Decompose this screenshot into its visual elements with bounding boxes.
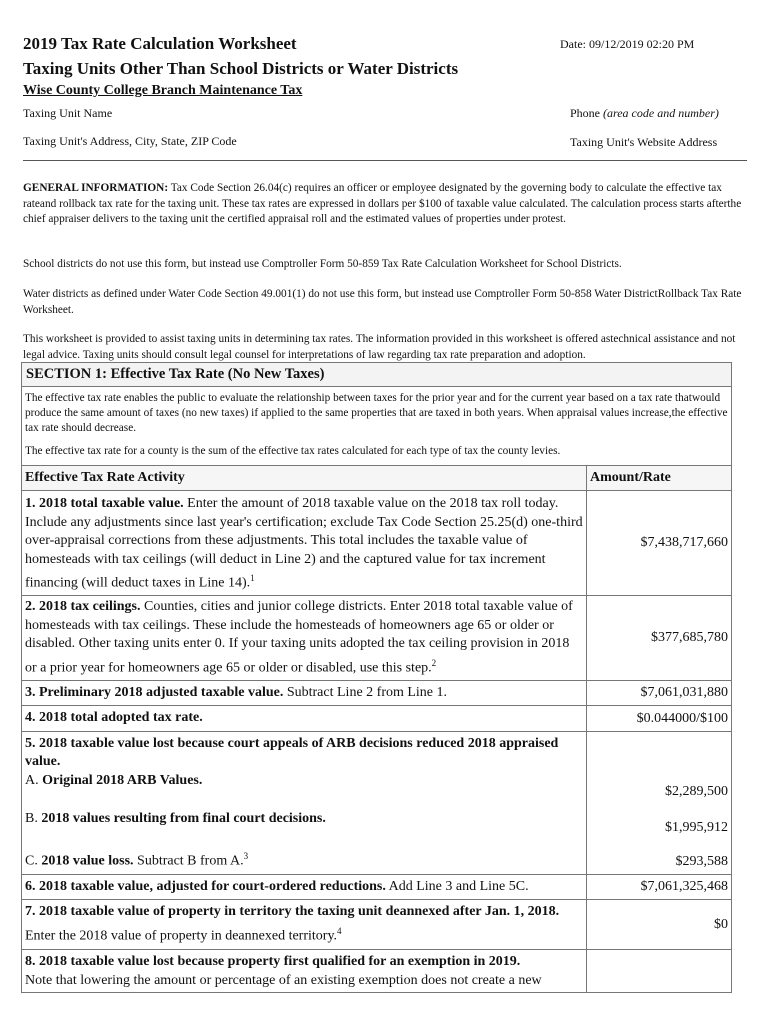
- table-row: [22, 731, 732, 874]
- water-district-note: Water districts as defined under Water Code Section 49.001(1) do not use this form, but instead use Comptroller Form 50-858 Water DistrictRollback Tax Rate Worksheet.: [23, 288, 742, 316]
- line-prefix: B.: [25, 811, 42, 827]
- line-label: 8. 2018 taxable value lost because property first qualified for an exemption in 2019.: [25, 954, 521, 970]
- table-row: [22, 680, 732, 706]
- table-row: [22, 596, 732, 681]
- line-prefix: C.: [25, 853, 42, 869]
- section1-intro-p2: The effective tax rate for a county is the sum of the effective tax rates calculated for each type of tax the county levies.: [25, 445, 561, 457]
- field-label-unit-name: Taxing Unit Name: [23, 106, 113, 120]
- section1-table: [21, 362, 732, 993]
- line-5a: [25, 772, 583, 791]
- line-6-description: [22, 874, 587, 900]
- line-text: Subtract B from A.: [133, 853, 244, 869]
- line-text: Counties, cities and junior college districts. Enter 2018 total taxable value of homesteads with tax ceilings. These include the homesteads of homeowners age 65 or older or disabled. Other taxing units enter 0. If your taxing units adopted the tax ceiling provision in 2018 or a prior year for homeowners age 65 or older or disabled, use this step.: [25, 599, 573, 676]
- table-row: [22, 900, 732, 950]
- line-5-amounts: [587, 731, 732, 874]
- page-title: 2019 Tax Rate Calculation Worksheet: [23, 34, 297, 53]
- line-6-amount: $7,061,325,468: [587, 874, 732, 900]
- footnote-ref: 2: [431, 657, 437, 668]
- field-label-website: Taxing Unit's Website Address: [570, 135, 718, 149]
- line-4-description: [22, 706, 587, 732]
- footnote-ref: 4: [337, 925, 342, 936]
- general-info-paragraph: [23, 181, 745, 228]
- line-1-amount: $7,438,717,660: [587, 491, 732, 596]
- line-5c-amount: $293,588: [675, 853, 728, 869]
- table-row: [22, 874, 732, 900]
- line-4-amount: $0.044000/$100: [587, 706, 732, 732]
- page-subtitle: Taxing Units Other Than School Districts or Water Districts: [23, 59, 459, 78]
- line-8-amount: [587, 950, 732, 993]
- line-label: 2. 2018 tax ceilings.: [25, 599, 141, 615]
- line-5a-amount: $2,289,500: [665, 783, 728, 799]
- line-text: Note that lowering the amount or percentage of an existing exemption does not create a new: [25, 972, 542, 988]
- school-district-note: School districts do not use this form, but instead use Comptroller Form 50-859 Tax Rate Calculation Worksheet for School Districts.: [23, 258, 622, 270]
- header-divider: [23, 160, 747, 161]
- disclaimer-paragraph: This worksheet is provided to assist taxing units in determining tax rates. The information provided in this worksheet is offered astechnical assistance and not legal advice. Taxing units should consult legal counsel for interpretations of law regarding tax rate preparation and adoption.: [23, 333, 736, 361]
- line-text: Subtract Line 2 from Line 1.: [283, 684, 448, 700]
- line-2-description: [22, 596, 587, 681]
- field-label-address: Taxing Unit's Address, City, State, ZIP Code: [23, 134, 237, 148]
- phone-label: Phone: [570, 106, 600, 120]
- section1-title: SECTION 1: Effective Tax Rate (No New Taxes): [22, 363, 732, 387]
- line-label: 4. 2018 total adopted tax rate.: [25, 710, 203, 726]
- table-row: [22, 706, 732, 732]
- line-label: 3. Preliminary 2018 adjusted taxable value.: [25, 684, 284, 700]
- footnote-ref: 1: [250, 573, 255, 583]
- line-7-description: [22, 900, 587, 950]
- column-header-activity: Effective Tax Rate Activity: [22, 466, 587, 491]
- line-5b-amount: $1,995,912: [665, 819, 728, 835]
- line-5b: [25, 810, 583, 829]
- line-5c: [25, 847, 583, 871]
- line-prefix: A.: [25, 772, 43, 788]
- taxing-unit-name: Wise County College Branch Maintenance Tax: [23, 83, 303, 98]
- line-8-description: [22, 950, 587, 993]
- general-info-text: Tax Code Section 26.04(c) requires an officer or employee designated by the governing body to calculate the effective tax rateand rollback tax rate for the taxing unit. These tax rates are expressed in dollars per $100 of taxable value calculated. The calculation process starts afterthe chief appraiser delivers to the taxing unit the certified appraisal roll and the estimated values of properties under protest.: [23, 182, 742, 225]
- section1-intro: [22, 387, 732, 466]
- footnote-ref: 3: [243, 850, 249, 861]
- line-label: Original 2018 ARB Values.: [42, 772, 203, 788]
- line-1-description: [22, 491, 587, 596]
- phone-hint: (area code and number): [603, 106, 719, 120]
- general-info-label: GENERAL INFORMATION:: [23, 182, 169, 194]
- line-label: 6. 2018 taxable value, adjusted for court-ordered reductions.: [25, 878, 386, 894]
- line-label: 2018 value loss.: [41, 853, 134, 869]
- line-label: 1. 2018 total taxable value.: [25, 496, 184, 511]
- line-3-amount: $7,061,031,880: [587, 680, 732, 706]
- column-header-amount: Amount/Rate: [587, 466, 732, 491]
- table-row: [22, 950, 732, 993]
- line-7-amount: $0: [587, 900, 732, 950]
- line-text: Enter the 2018 value of property in deannexed territory.: [25, 928, 338, 944]
- field-label-phone: [570, 106, 719, 121]
- line-5-description: [22, 731, 587, 874]
- line-2-amount: $377,685,780: [587, 596, 732, 681]
- line-label: 7. 2018 taxable value of property in territory the taxing unit deannexed after Jan. 1, 2018.: [25, 904, 560, 920]
- line-3-description: [22, 680, 587, 706]
- section1-intro-p1: The effective tax rate enables the public to evaluate the relationship between taxes for the prior year and for the current year based on a tax rate thatwould produce the same amount of taxes (no new taxes) if applied to the same properties that are taxed in both years. When appraisal values increase,the effective tax rate should decrease.: [25, 392, 728, 434]
- line-label: 5. 2018 taxable value lost because court appeals of ARB decisions reduced 2018 appraised value.: [25, 735, 559, 770]
- print-date: Date: 09/12/2019 02:20 PM: [560, 37, 695, 51]
- line-label: 2018 values resulting from final court decisions.: [41, 811, 326, 827]
- line-text: Add Line 3 and Line 5C.: [385, 878, 529, 894]
- line-text: Enter the amount of 2018 taxable value on the 2018 tax roll today. Include any adjustments since last year's certification; exclude Tax Code Section 25.25(d) one-third over-appraisal corrections from these adjustments. This total includes the taxable value of homesteads with tax ceilings (will deduct in Line 2) and the captured value for tax increment financing (will deduct taxes in Line 14).: [25, 496, 583, 591]
- table-row: [22, 491, 732, 596]
